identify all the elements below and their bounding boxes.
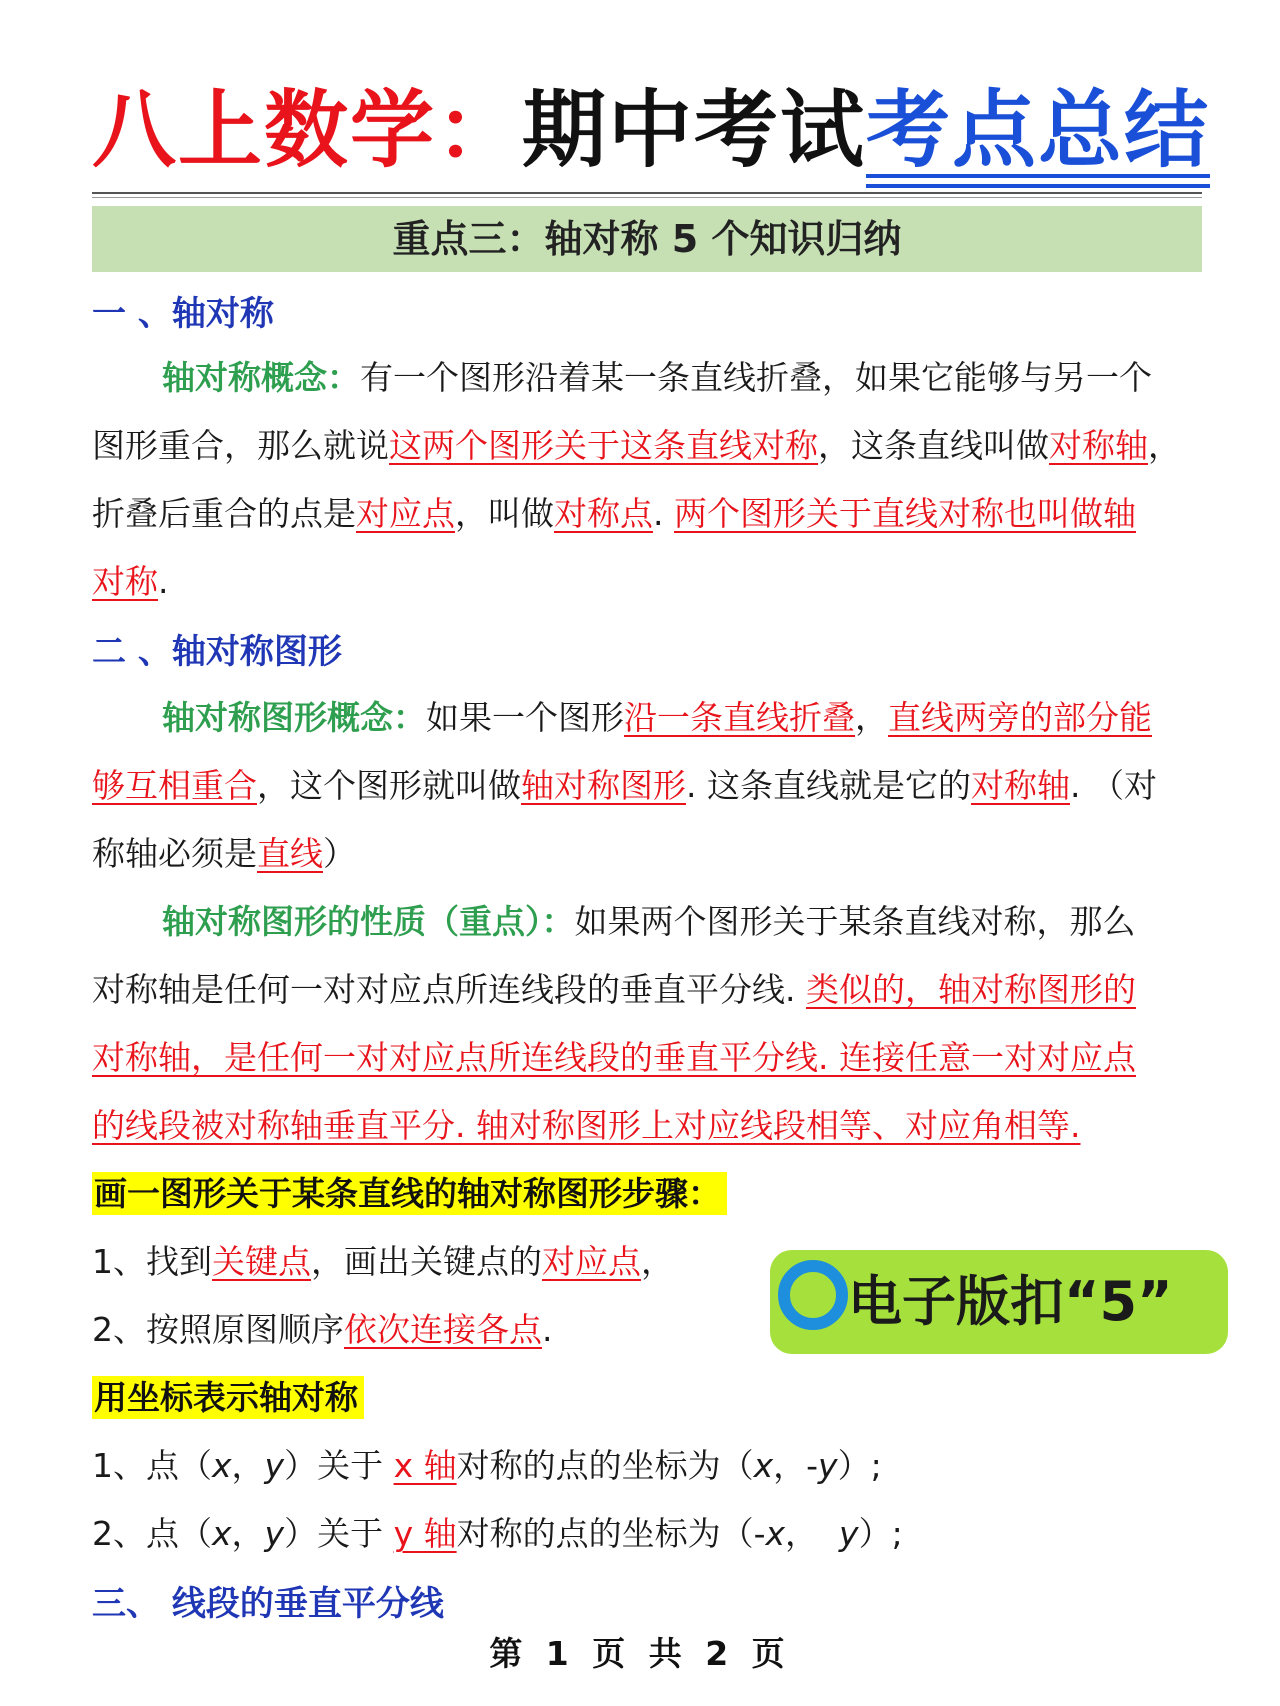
key-term: 对称轴 bbox=[970, 766, 1070, 805]
var-x: x bbox=[212, 1446, 232, 1485]
coord-rule-1 bbox=[92, 1440, 1202, 1487]
text-span: 如果一个图形 bbox=[426, 698, 624, 737]
title-summary: 考点总结 bbox=[866, 70, 1210, 190]
coords-heading: 用坐标表示轴对称 bbox=[92, 1376, 364, 1419]
key-term: 对应点 bbox=[356, 494, 455, 533]
key-term: 对称轴 bbox=[1049, 426, 1148, 465]
property-line3 bbox=[92, 1032, 1202, 1079]
text-span: 对称轴是任何一对对应点所连线段的垂直平分线. bbox=[92, 970, 806, 1009]
section-banner: 重点三：轴对称 5 个知识归纳 bbox=[92, 206, 1202, 272]
key-term: 关键点 bbox=[212, 1242, 311, 1281]
title-exam: 期中考试 bbox=[522, 81, 867, 179]
key-term: 这两个图形关于这条直线对称 bbox=[389, 426, 818, 465]
section2-heading: 二 、轴对称图形 bbox=[92, 632, 342, 672]
text-span: ， bbox=[785, 1514, 840, 1553]
coord-rule-2 bbox=[92, 1508, 1202, 1555]
section1-heading: 一 、轴对称 bbox=[92, 294, 274, 334]
text-span: ，这条直线叫做 bbox=[818, 426, 1049, 465]
text-span: 有一个图形沿着某一条直线折叠，如果它能够与另一个 bbox=[360, 358, 1152, 397]
text-span: 2、点（ bbox=[92, 1514, 212, 1553]
text-span: . 这条直线就是它的 bbox=[686, 766, 971, 805]
ring-icon bbox=[778, 1260, 848, 1330]
key-term: 直线 bbox=[257, 834, 323, 873]
var-y: y bbox=[264, 1446, 285, 1485]
text-span: ）; bbox=[837, 1446, 882, 1485]
var-y: y bbox=[839, 1514, 859, 1553]
text-span: 称轴必须是 bbox=[92, 834, 257, 873]
key-term: 的线段被对称轴垂直平分. 轴对称图形上对应线段相等、对应角相等. bbox=[92, 1106, 1081, 1145]
key-term: 对称轴，是任何一对对应点所连线段的垂直平分线. 连接任意一对对应点 bbox=[92, 1038, 1136, 1077]
var-x: x bbox=[212, 1514, 232, 1553]
key-term: 直线两旁的部分能 bbox=[888, 698, 1152, 737]
concept-label: 轴对称概念： bbox=[162, 358, 360, 397]
key-term: 沿一条直线折叠 bbox=[624, 698, 855, 737]
title-divider-thin bbox=[92, 197, 1202, 198]
text-span: 2、按照原图顺序 bbox=[92, 1310, 344, 1349]
text-span: 1、找到 bbox=[92, 1242, 212, 1281]
text-span: ，这个图形就叫做 bbox=[257, 766, 521, 805]
section1-line4 bbox=[92, 556, 1202, 603]
var-y: y bbox=[264, 1514, 285, 1553]
key-term: 两个图形关于直线对称也叫做轴 bbox=[673, 494, 1136, 533]
key-term: 轴对称图形 bbox=[521, 766, 686, 805]
page-title bbox=[92, 70, 1211, 190]
key-term: x 轴 bbox=[393, 1446, 457, 1485]
key-term: 对称点 bbox=[554, 494, 653, 533]
section1-line2 bbox=[92, 420, 1202, 467]
var-x: x bbox=[765, 1514, 786, 1553]
section1-line1 bbox=[92, 352, 1272, 399]
key-term: 依次连接各点 bbox=[344, 1310, 542, 1349]
property-line1 bbox=[92, 896, 1272, 943]
text-span: ，- bbox=[773, 1446, 819, 1485]
text-span: 如果两个图形关于某条直线对称，那么 bbox=[574, 902, 1136, 941]
text-span: ）; bbox=[858, 1514, 903, 1553]
text-span: ）关于 bbox=[284, 1446, 394, 1485]
property-line4 bbox=[92, 1100, 1202, 1147]
promo-badge[interactable] bbox=[770, 1250, 1228, 1354]
text-span: 折叠后重合的点是 bbox=[92, 494, 356, 533]
text-span: ， bbox=[1148, 426, 1181, 465]
page-number: 第 1 页 共 2 页 bbox=[489, 1634, 791, 1673]
text-span: 对称的点的坐标为（- bbox=[456, 1514, 766, 1553]
key-term: 对应点 bbox=[542, 1242, 641, 1281]
key-term: 类似的，轴对称图形的 bbox=[805, 970, 1136, 1009]
var-x: x bbox=[753, 1446, 774, 1485]
text-span: ）关于 bbox=[284, 1514, 394, 1553]
key-term: y 轴 bbox=[393, 1514, 457, 1553]
text-span: ，叫做 bbox=[455, 494, 554, 533]
text-span: 对称的点的坐标为（ bbox=[456, 1446, 754, 1485]
steps-heading-row bbox=[92, 1168, 1202, 1215]
text-span: ） bbox=[323, 834, 356, 873]
title-divider bbox=[92, 192, 1202, 194]
text-span: ， bbox=[231, 1514, 265, 1553]
section2-line3 bbox=[92, 828, 1202, 875]
promo-text: 电子版扣“5” bbox=[848, 1270, 1173, 1333]
text-span: . （对 bbox=[1069, 766, 1157, 805]
section2-line1 bbox=[92, 692, 1272, 739]
var-y: y bbox=[818, 1446, 838, 1485]
text-span: 1、点（ bbox=[92, 1446, 212, 1485]
coords-heading-row bbox=[92, 1372, 1202, 1419]
text-span: ， bbox=[855, 698, 888, 737]
property-label: 轴对称图形的性质（重点）： bbox=[162, 902, 575, 941]
steps-heading: 画一图形关于某条直线的轴对称图形步骤： bbox=[92, 1172, 727, 1215]
text-span: ， bbox=[231, 1446, 265, 1485]
section1-line3 bbox=[92, 488, 1202, 535]
text-span: 图形重合，那么就说 bbox=[92, 426, 389, 465]
text-span: . bbox=[542, 1310, 553, 1349]
text-span: ，画出关键点的 bbox=[311, 1242, 542, 1281]
text-span: ， bbox=[641, 1242, 674, 1281]
key-term: 够互相重合 bbox=[92, 766, 257, 805]
section3-heading: 三、 线段的垂直平分线 bbox=[92, 1584, 444, 1624]
title-subject: 八上数学： bbox=[92, 81, 523, 179]
property-line2 bbox=[92, 964, 1202, 1011]
concept-label: 轴对称图形概念： bbox=[162, 698, 426, 737]
section2-line2 bbox=[92, 760, 1202, 807]
text-span: . bbox=[653, 494, 674, 533]
key-term: 对称 bbox=[92, 562, 158, 601]
text-span: . bbox=[158, 562, 169, 601]
